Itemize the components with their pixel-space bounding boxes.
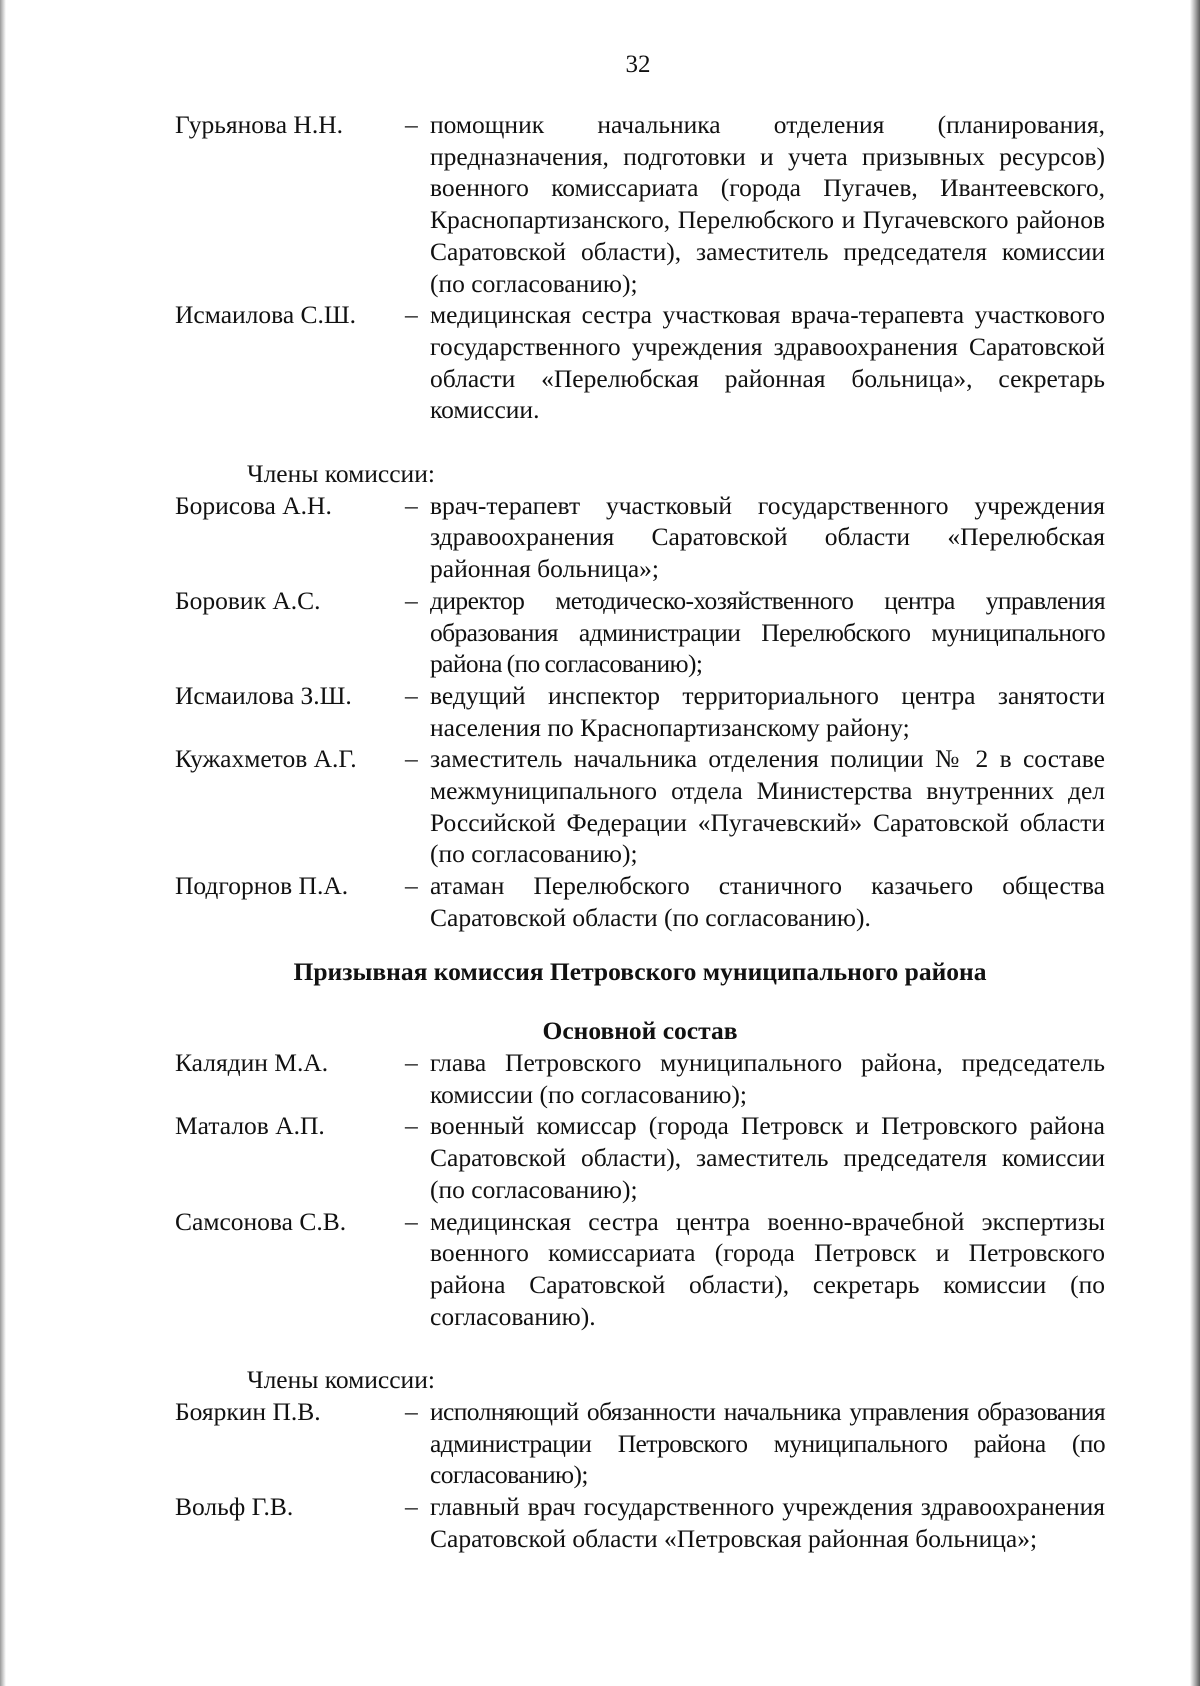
commission-entry xyxy=(175,870,1105,933)
commission-entry xyxy=(175,1206,1105,1333)
person-position: заместитель начальника отделения полиции № 2 в составе межмуниципального отдела Министерства внутренних дел Российской Федерации «Пугачевский» Саратовской области (по согласованию); xyxy=(430,744,1105,869)
scan-edge-right xyxy=(1190,0,1200,1686)
person-position: медицинская сестра центра военно-врачебной экспертизы военного комиссариата (города Петровск и Петровского района Саратовской области), секретарь комиссии (по согласованию). xyxy=(430,1206,1105,1331)
person-position xyxy=(430,1396,1105,1491)
document-body xyxy=(175,109,1105,1555)
person-position xyxy=(430,585,1105,680)
person-position-text: директор методическо-хозяйственного центра управления образования администрации Перелюбского муниципального района (по согласованию); xyxy=(430,585,1105,679)
commission-entry xyxy=(175,299,1105,426)
person-position: медицинская сестра участковая врача-терапевта участкового государственного учреждения здравоохранения Саратовской области «Перелюбская районная больница», секретарь комиссии. xyxy=(430,300,1105,425)
commission-entry xyxy=(175,680,1105,743)
spacer xyxy=(175,987,1105,1015)
person-name: Маталов А.П. xyxy=(175,1111,325,1141)
person-position: ведущий инспектор территориального центра занятости населения по Краснопартизанскому району; xyxy=(430,680,1105,742)
person-name: Кужахметов А.Г. xyxy=(175,744,357,774)
entry-dash: – xyxy=(405,1111,418,1141)
commission-entry xyxy=(175,1491,1105,1554)
person-name: Исмаилова С.Ш. xyxy=(175,300,357,330)
entry-dash: – xyxy=(405,871,418,901)
entry-dash: – xyxy=(405,110,418,139)
entry-dash: – xyxy=(405,744,418,774)
commission-entry xyxy=(175,490,1105,585)
person-name: Боровик А.С. xyxy=(175,585,321,615)
person-position: военный комиссар (города Петровск и Петровского района Саратовской области), заместитель председателя комиссии (по согласованию); xyxy=(430,1111,1105,1204)
entry-dash: – xyxy=(405,1492,418,1522)
section-subtitle: Основной состав xyxy=(542,1016,738,1046)
section-title: Призывная комиссия Петровского муниципального района xyxy=(293,956,987,986)
entry-dash: – xyxy=(405,1397,418,1427)
person-position: главный врач государственного учреждения здравоохранения Саратовской области «Петровская районная больница»; xyxy=(430,1492,1105,1553)
person-name: Подгорнов П.А. xyxy=(175,871,349,901)
person-position: глава Петровского муниципального района, председатель комиссии (по согласованию); xyxy=(430,1047,1105,1109)
page-number: 32 xyxy=(625,51,651,78)
entry-dash: – xyxy=(405,680,418,710)
members-label: Члены комиссии: xyxy=(247,459,435,489)
person-name: Борисова А.Н. xyxy=(175,490,332,520)
person-name: Гурьянова Н.Н. xyxy=(175,110,344,139)
spacer xyxy=(175,934,1105,956)
entry-dash: – xyxy=(405,1206,418,1236)
person-name: Вольф Г.В. xyxy=(175,1492,294,1522)
person-position-text: исполняющий обязанности начальника управления образования администрации Петровского муниципального района (по согласованию); xyxy=(430,1397,1105,1490)
commission-entry xyxy=(175,585,1105,680)
commission-entry xyxy=(175,1396,1105,1491)
person-name: Исмаилова З.Ш. xyxy=(175,680,352,710)
entry-dash: – xyxy=(405,1047,418,1077)
person-name: Калядин М.А. xyxy=(175,1047,329,1077)
person-position: врач-терапевт участковый государственного учреждения здравоохранения Саратовской области «Перелюбская районная больница»; xyxy=(430,490,1105,584)
person-name: Самсонова С.В. xyxy=(175,1206,347,1236)
commission-entry xyxy=(175,1047,1105,1110)
commission-entry xyxy=(175,1110,1105,1205)
spacer xyxy=(175,426,1105,458)
entry-dash: – xyxy=(405,300,418,330)
person-position: атаман Перелюбского станичного казачьего общества Саратовской области (по согласованию). xyxy=(430,871,1105,932)
commission-entry xyxy=(175,109,1105,299)
person-position: помощник начальника отделения (планирования, предназначения, подготовки и учета призывных ресурсов) военного комиссариата (города Пугачев, Ивантеевского, Краснопартизанского, Перелюбского и Пугачевского районов Саратовской области), заместитель председателя комиссии (по согласованию); xyxy=(430,110,1105,298)
person-name: Бояркин П.В. xyxy=(175,1397,321,1427)
members-label: Члены комиссии: xyxy=(247,1365,435,1395)
spacer xyxy=(175,1332,1105,1364)
scan-edge-left xyxy=(0,0,6,1686)
commission-entry xyxy=(175,743,1105,870)
entry-dash: – xyxy=(405,585,418,615)
entry-dash: – xyxy=(405,490,418,520)
